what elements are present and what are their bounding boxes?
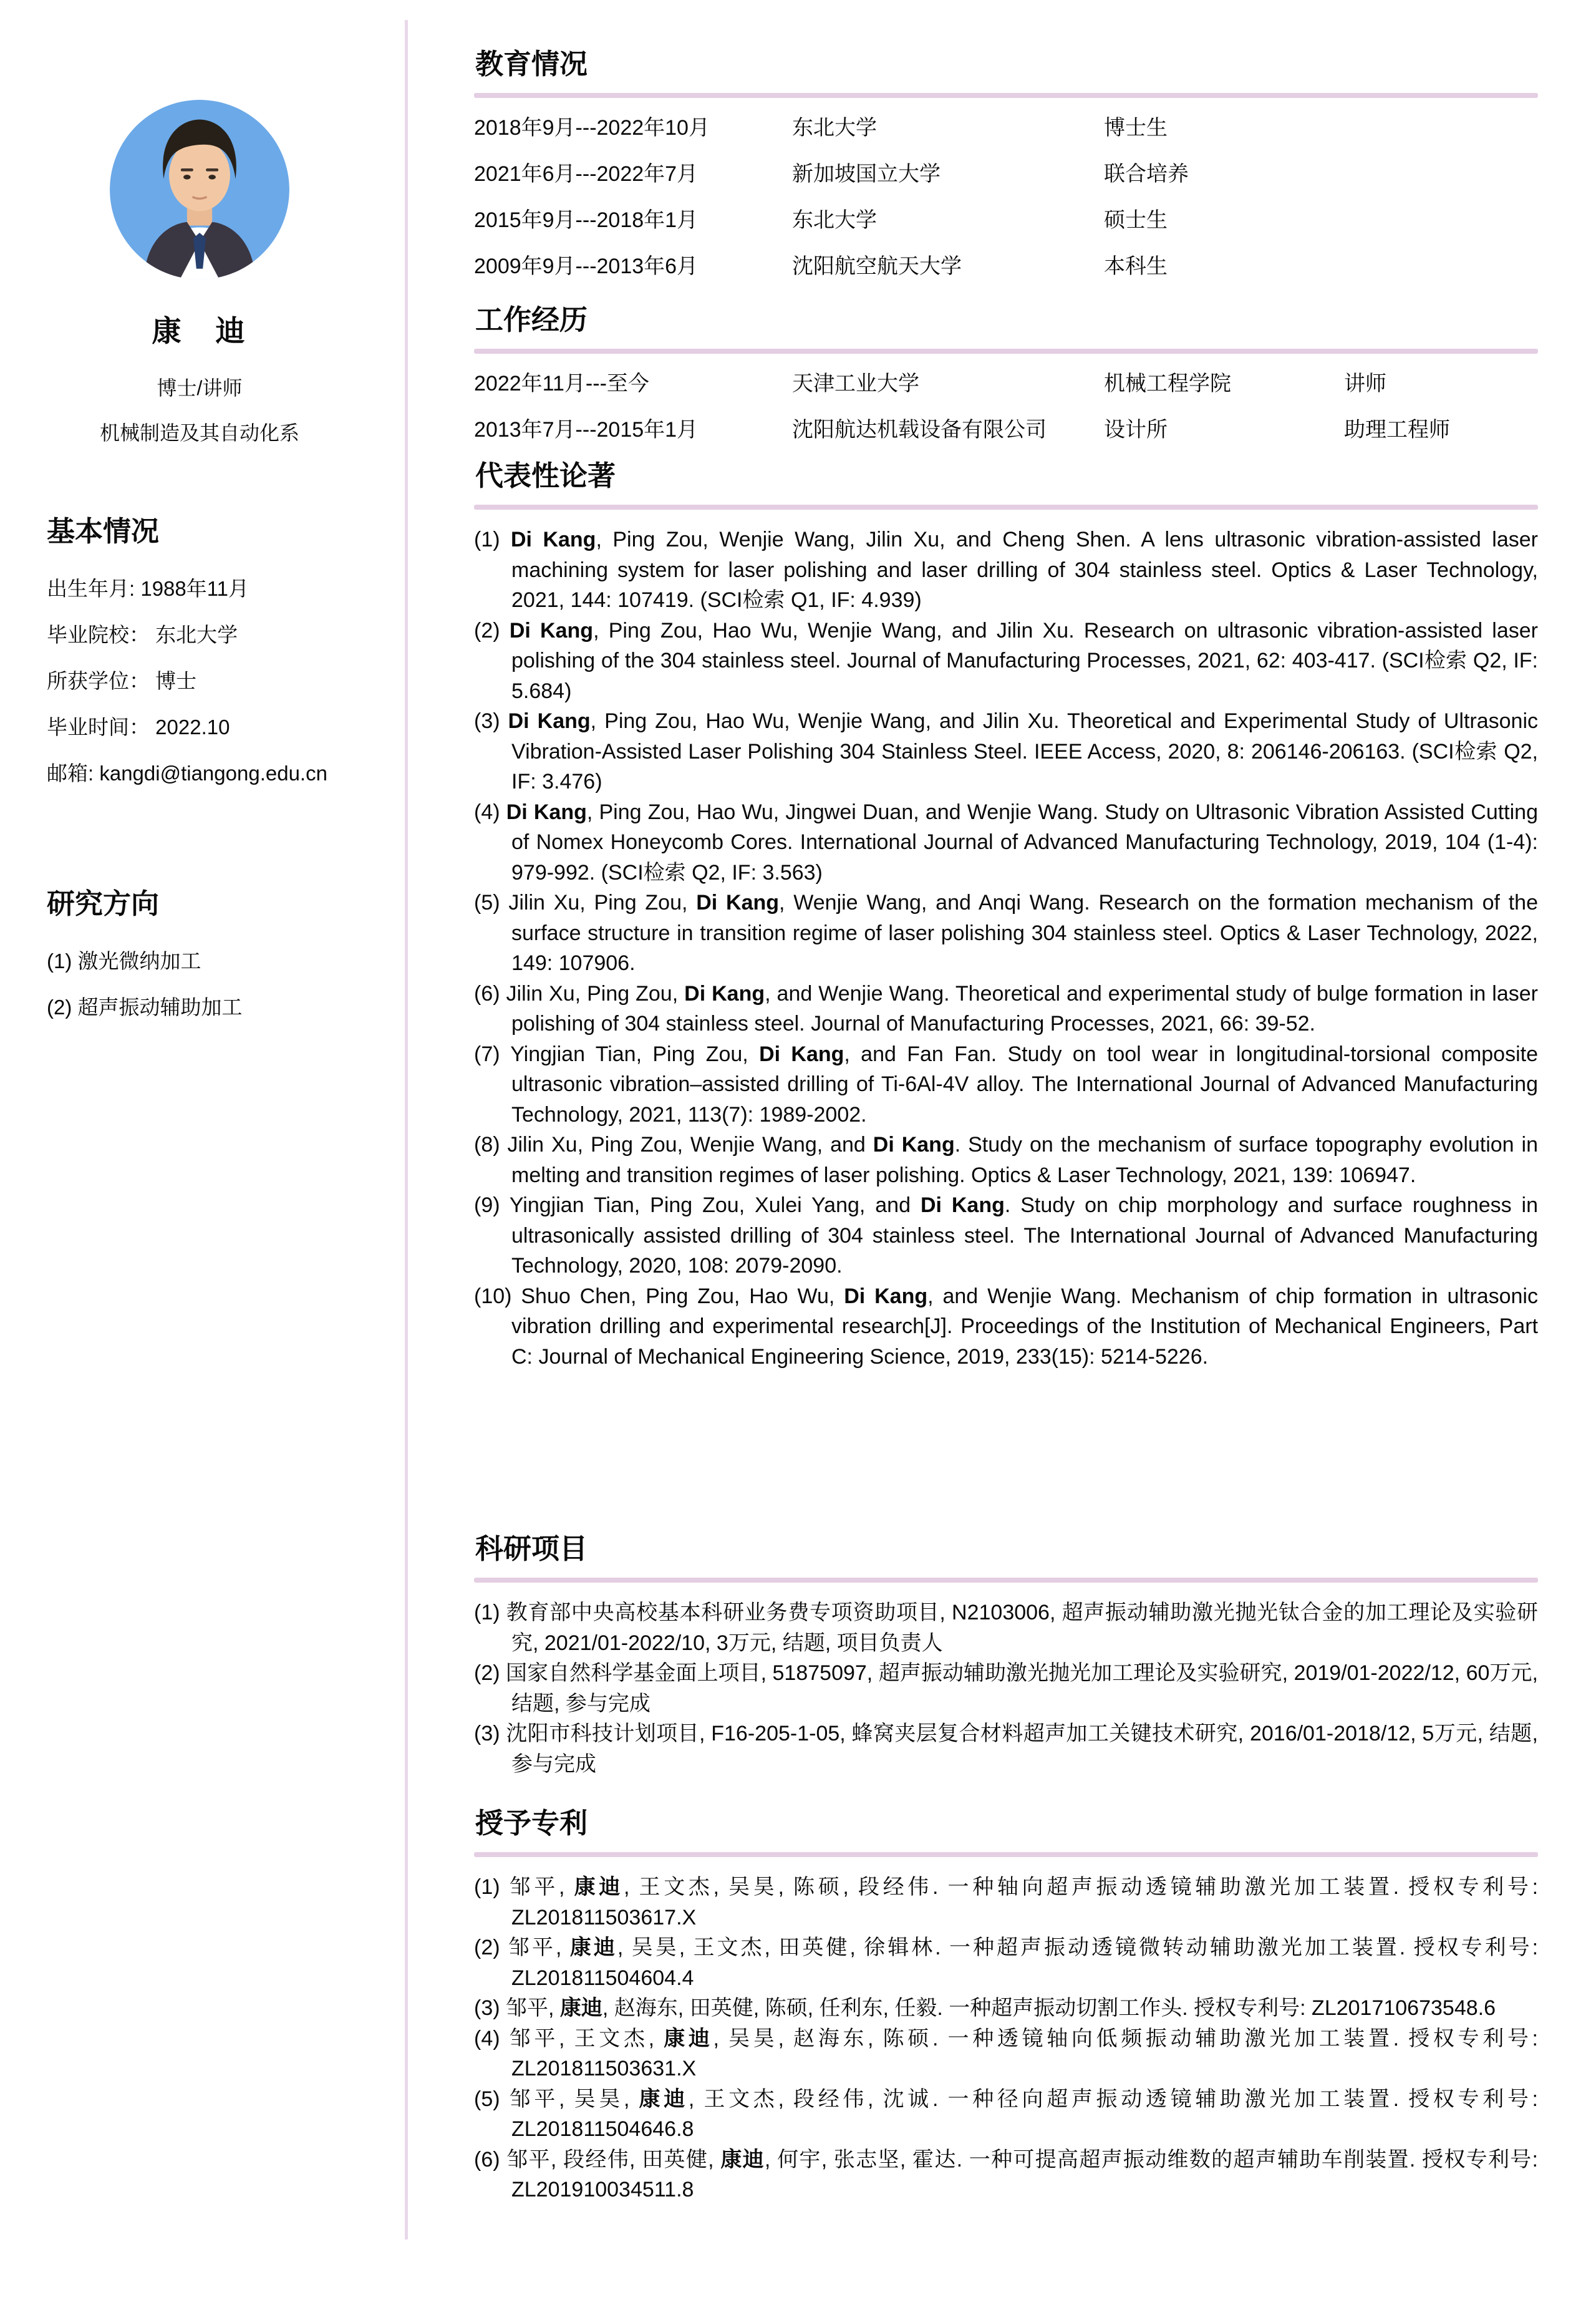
- info-item: 所获学位： 博士: [47, 669, 197, 692]
- research-list: [47, 949, 377, 1020]
- table-cell: 沈阳航空航天大学: [792, 255, 962, 278]
- basic-info-list: [47, 576, 377, 786]
- section-underline: [474, 93, 1538, 98]
- list-item: (8) Jilin Xu, Ping Zou, Wenjie Wang, and Di Kang. Study on the mechanism of surface topography evolution in melting and transition regimes of laser polishing. Optics & Laser Technology, 2021, 139: 106947.: [474, 1133, 1538, 1187]
- basic-info-heading: 基本情况: [47, 515, 160, 547]
- table-cell: 本科生: [1104, 255, 1168, 278]
- table-cell: 博士生: [1104, 116, 1168, 140]
- table-cell: 2009年9月---2013年6月: [474, 255, 699, 278]
- avatar: [110, 100, 289, 279]
- section-underline: [474, 1578, 1538, 1583]
- person-title: 博士/讲师: [157, 377, 243, 399]
- education-table: [474, 113, 1538, 281]
- list-item: (2) Di Kang, Ping Zou, Hao Wu, Wenjie Wang, and Jilin Xu. Research on ultrasonic vibration-assisted laser polishing of the 304 stainless steel. Journal of Manufacturing Processes, 2021, 62: 403-417. (SCI检索 Q2, IF: 5.684): [474, 618, 1539, 703]
- list-item: (5) 邹平, 吴昊, 康迪, 王文杰, 段经伟, 沈诚. 一种径向超声振动透镜辅助激光加工装置. 授权专利号: ZL201811504646.8: [474, 2087, 1539, 2141]
- table-cell: 机械工程学院: [1104, 372, 1231, 396]
- section-underline: [474, 349, 1538, 354]
- list-item: (6) 邹平, 段经伟, 田英健, 康迪, 何宇, 张志坚, 霍达. 一种可提高超声振动维数的超声辅助车削装置. 授权专利号: ZL201910034511.8: [474, 2147, 1538, 2201]
- info-item: (1) 激光微纳加工: [47, 949, 201, 973]
- patents-list: [474, 1872, 1538, 2205]
- table-cell: 东北大学: [792, 208, 877, 232]
- research-section: [47, 881, 377, 1041]
- info-item: (2) 超声振动辅助加工: [47, 996, 243, 1019]
- list-item: (2) 国家自然科学基金面上项目, 51875097, 超声振动辅助激光抛光加工理论及实验研究, 2019/01-2022/12, 60万元, 结题, 参与完成: [474, 1661, 1538, 1716]
- list-item: (1) 邹平, 康迪, 王文杰, 吴昊, 陈硕, 段经伟. 一种轴向超声振动透镜辅助激光加工装置. 授权专利号: ZL201811503617.X: [474, 1875, 1539, 1929]
- table-cell: 助理工程师: [1344, 418, 1450, 442]
- list-item: (3) 沈阳市科技计划项目, F16-205-1-05, 蜂窝夹层复合材料超声加工关键技术研究, 2016/01-2018/12, 5万元, 结题, 参与完成: [474, 1722, 1539, 1776]
- list-item: (4) Di Kang, Ping Zou, Hao Wu, Jingwei Duan, and Wenjie Wang. Study on Ultrasonic Vibration Assisted Cutting of Nomex Honeycomb Cores. International Journal of Advanced Manufacturing Technology, 2019, 104 (1-4): 979-992. (SCI检索 Q2, IF: 3.563): [474, 800, 1539, 885]
- table-cell: 联合培养: [1104, 162, 1189, 186]
- table-cell: 讲师: [1344, 372, 1386, 396]
- publications-heading: 代表性论著: [475, 460, 616, 492]
- publications-list: [474, 525, 1538, 1372]
- education-heading: 教育情况: [475, 48, 588, 80]
- info-item: 邮箱: kangdi@tiangong.edu.cn: [47, 762, 327, 785]
- list-item: (1) Di Kang, Ping Zou, Wenjie Wang, Jilin Xu, and Cheng Shen. A lens ultrasonic vibration-assisted laser machining system for laser polishing and laser drilling of 304 stainless steel. Optics & Laser Technology, 2021, 144: 107419. (SCI检索 Q1, IF: 4.939): [474, 528, 1538, 612]
- person-name: 康 迪: [152, 314, 248, 347]
- table-cell: 2013年7月---2015年1月: [474, 418, 699, 442]
- projects-list: [474, 1598, 1538, 1779]
- sidebar: [37, 94, 362, 446]
- list-item: (9) Yingjian Tian, Ping Zou, Xulei Yang, and Di Kang. Study on chip morphology and surface roughness in ultrasonically assisted drilling of 304 stainless steel. The International Journal of Advanced Manufacturing Technology, 2020, 108: 2079-2090.: [474, 1193, 1538, 1278]
- list-item: (5) Jilin Xu, Ping Zou, Di Kang, Wenjie Wang, and Anqi Wang. Research on the formation mechanism of the surface structure in transition regime of laser polishing 304 stainless steel. Optics & Laser Technology, 2022, 149: 107906.: [474, 891, 1538, 975]
- table-cell: 2018年9月---2022年10月: [474, 116, 710, 140]
- portrait-photo-icon: [110, 100, 289, 279]
- list-item: (10) Shuo Chen, Ping Zou, Hao Wu, Di Kang, and Wenjie Wang. Mechanism of chip formation in ultrasonic vibration drilling and experimental research[J]. Proceedings of the Institution of Mechanical Engineers, Part C: Journal of Mechanical Engineering Science, 2019, 233(15): 5214-5226.: [474, 1284, 1538, 1369]
- table-cell: 东北大学: [792, 116, 877, 140]
- person-department: 机械制造及其自动化系: [99, 422, 299, 444]
- table-cell: 天津工业大学: [792, 372, 919, 396]
- section-underline: [474, 505, 1538, 510]
- patents-section: [474, 1800, 1538, 2205]
- list-item: (7) Yingjian Tian, Ping Zou, Di Kang, and Fan Fan. Study on tool wear in longitudinal-torsional composite ultrasonic vibration–assisted drilling of Ti-6Al-4V alloy. The International Journal of Advanced Manufacturing Technology, 2021, 113(7): 1989-2002.: [474, 1042, 1538, 1127]
- patents-heading: 授予专利: [475, 1807, 588, 1839]
- table-cell: 2021年6月---2022年7月: [474, 162, 699, 186]
- column-divider: [405, 20, 408, 2240]
- table-cell: 沈阳航达机载设备有限公司: [792, 418, 1047, 442]
- list-item: (6) Jilin Xu, Ping Zou, Di Kang, and Wenjie Wang. Theoretical and experimental study of bulge formation in laser polishing of 304 stainless steel. Journal of Manufacturing Processes, 2021, 66: 39-52.: [474, 981, 1538, 1036]
- projects-section: [474, 1526, 1538, 1779]
- work-heading: 工作经历: [475, 304, 588, 336]
- info-item: 出生年月: 1988年11月: [47, 577, 249, 600]
- table-cell: 2015年9月---2018年1月: [474, 208, 699, 232]
- work-section: [474, 297, 1538, 445]
- table-cell: 设计所: [1104, 418, 1168, 442]
- list-item: (3) 邹平, 康迪, 赵海东, 田英健, 陈硕, 任利东, 任毅. 一种超声振动切割工作头. 授权专利号: ZL201710673548.6: [474, 1996, 1496, 2020]
- table-cell: 2022年11月---至今: [474, 372, 649, 396]
- publications-section: [474, 453, 1538, 1372]
- basic-info-section: [47, 508, 377, 807]
- section-underline: [474, 1852, 1538, 1857]
- info-item: 毕业时间： 2022.10: [47, 716, 230, 739]
- list-item: (3) Di Kang, Ping Zou, Hao Wu, Wenjie Wang, and Jilin Xu. Theoretical and Experimental Study of Ultrasonic Vibration-Assisted Laser Polishing 304 Stainless Steel. IEEE Access, 2020, 8: 206146-206163. (SCI检索 Q2, IF: 3.476): [474, 709, 1538, 793]
- list-item: (1) 教育部中央高校基本科研业务费专项资助项目, N2103006, 超声振动辅助激光抛光钛合金的加工理论及实验研究, 2021/01-2022/10, 3万元, 结题, 项目负责人: [474, 1601, 1538, 1655]
- table-cell: 新加坡国立大学: [792, 162, 941, 186]
- education-section: [474, 41, 1538, 281]
- projects-heading: 科研项目: [475, 1533, 588, 1565]
- list-item: (2) 邹平, 康迪, 吴昊, 王文杰, 田英健, 徐辑林. 一种超声振动透镜微转动辅助激光加工装置. 授权专利号: ZL201811504604.4: [474, 1936, 1539, 1990]
- work-table: [474, 369, 1538, 445]
- research-heading: 研究方向: [47, 888, 160, 920]
- list-item: (4) 邹平, 王文杰, 康迪, 吴昊, 赵海东, 陈硕. 一种透镜轴向低频振动辅助激光加工装置. 授权专利号: ZL201811503631.X: [474, 2026, 1539, 2080]
- table-cell: 硕士生: [1104, 208, 1168, 232]
- info-item: 毕业院校： 东北大学: [47, 623, 238, 646]
